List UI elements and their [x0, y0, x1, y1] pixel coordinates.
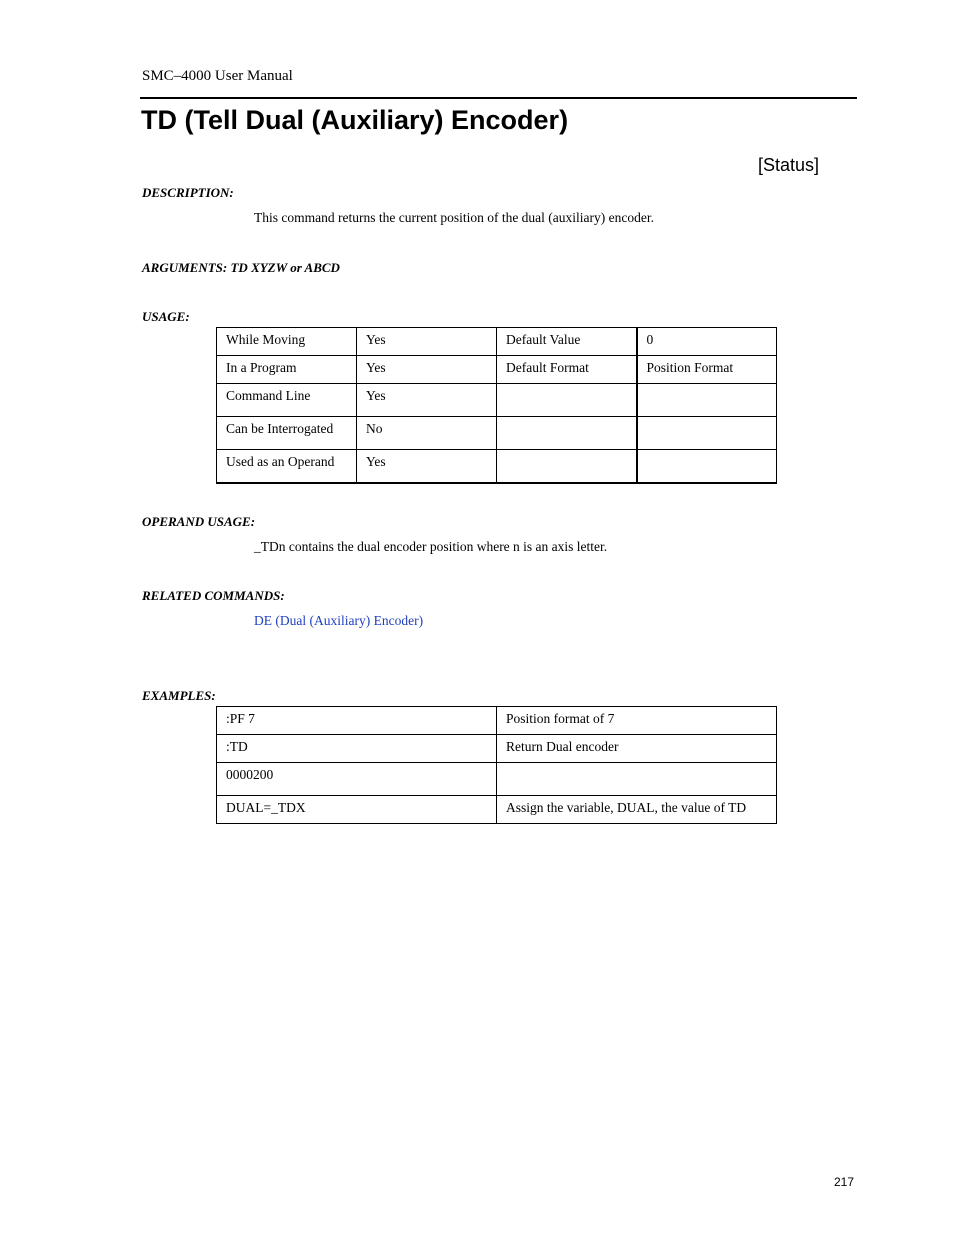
table-cell: Default Format — [497, 356, 637, 384]
table-cell — [497, 450, 637, 483]
table-cell: In a Program — [217, 356, 357, 384]
table-cell — [637, 417, 777, 450]
table-row — [217, 328, 777, 356]
table-cell: 0 — [637, 328, 777, 356]
table-cell: Command Line — [217, 384, 357, 417]
table-cell: Yes — [357, 328, 497, 356]
examples-table — [216, 706, 777, 824]
page-title: TD (Tell Dual (Auxiliary) Encoder) — [141, 105, 569, 135]
table-row — [217, 450, 777, 483]
table-row — [217, 384, 777, 417]
operand-usage-label: OPERAND USAGE: — [142, 514, 256, 529]
table-cell: No — [357, 417, 497, 450]
category-tag: [Status] — [758, 155, 820, 175]
table-cell: :PF 7 — [217, 707, 497, 735]
table-row — [217, 735, 777, 763]
running-header: SMC–4000 User Manual — [142, 68, 293, 84]
table-cell — [637, 450, 777, 483]
related-commands-label: RELATED COMMANDS: — [142, 588, 285, 603]
table-cell: Default Value — [497, 328, 637, 356]
table-cell: Can be Interrogated — [217, 417, 357, 450]
table-cell — [497, 417, 637, 450]
table-cell: Used as an Operand — [217, 450, 357, 483]
table-cell — [497, 763, 777, 796]
table-cell: 0000200 — [217, 763, 497, 796]
table-cell: Assign the variable, DUAL, the value of TD — [497, 796, 777, 824]
table-row — [217, 796, 777, 824]
table-row — [217, 707, 777, 735]
table-cell: DUAL=_TDX — [217, 796, 497, 824]
table-cell: Yes — [357, 450, 497, 483]
table-row — [217, 763, 777, 796]
table-row — [217, 417, 777, 450]
description-label: DESCRIPTION: — [142, 185, 234, 200]
table-cell: :TD — [217, 735, 497, 763]
table-cell — [497, 384, 637, 417]
related-command-link-de[interactable]: DE (Dual (Auxiliary) Encoder) — [254, 613, 424, 628]
table-cell: While Moving — [217, 328, 357, 356]
arguments-label: ARGUMENTS: TD XYZW or ABCD — [142, 260, 340, 275]
table-cell: Position format of 7 — [497, 707, 777, 735]
page-number: 217 — [834, 1175, 855, 1189]
table-cell: Return Dual encoder — [497, 735, 777, 763]
description-text: This command returns the current position of the dual (auxiliary) encoder. — [254, 210, 655, 225]
table-cell: Position Format — [637, 356, 777, 384]
header-rule — [140, 97, 857, 99]
examples-label: EXAMPLES: — [142, 688, 216, 703]
table-row — [217, 356, 777, 384]
table-cell — [637, 384, 777, 417]
table-cell: Yes — [357, 356, 497, 384]
operand-usage-text: _TDn contains the dual encoder position where n is an axis letter. — [254, 539, 608, 554]
table-cell: Yes — [357, 384, 497, 417]
usage-table — [216, 327, 777, 484]
usage-label: USAGE: — [142, 309, 190, 324]
